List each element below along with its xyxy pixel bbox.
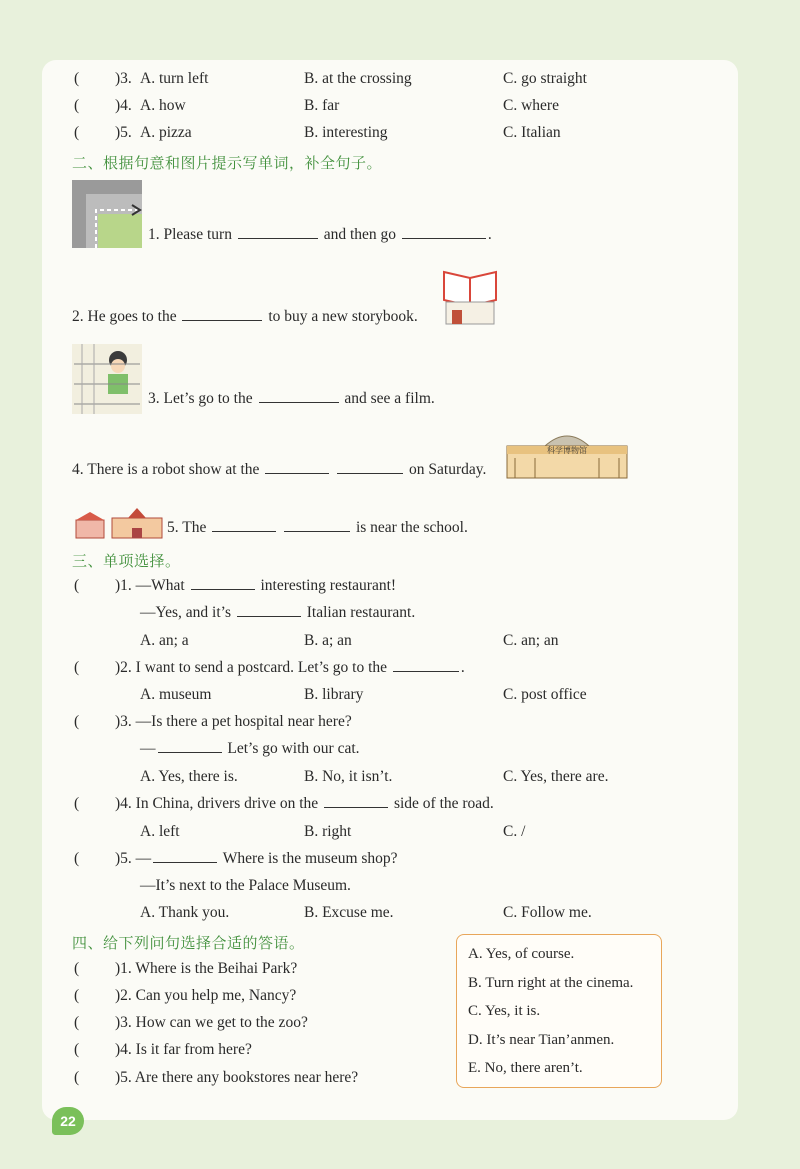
- option-b: B. a; an: [304, 632, 352, 649]
- answer-paren: (: [74, 659, 80, 676]
- answer-paren: (: [74, 97, 80, 114]
- s3-q5-text: )5. —: [115, 850, 152, 867]
- science-museum-illustration: [505, 430, 629, 480]
- option-a: A. an; a: [140, 632, 189, 649]
- s3-q1-text: —Yes, and it’s: [140, 604, 232, 621]
- answer-paren: (: [74, 1041, 80, 1058]
- option-a: A. Thank you.: [140, 904, 230, 921]
- q4-text-after: on Saturday.: [409, 461, 487, 478]
- option-b: B. No, it isn’t.: [304, 768, 393, 785]
- question-number: )4.: [115, 97, 132, 114]
- answer-blank[interactable]: [265, 472, 329, 474]
- turn-left-road-illustration: [72, 180, 142, 248]
- answer-paren: (: [74, 70, 80, 87]
- answer-option: D. It’s near Tian’anmen.: [468, 1032, 615, 1048]
- q5-text-after: is near the school.: [355, 519, 468, 536]
- s3-q3-text: Let’s go with our cat.: [227, 740, 360, 757]
- answer-paren: (: [74, 987, 80, 1004]
- question-number: )5.: [115, 124, 132, 141]
- s3-q1-line2: [140, 604, 415, 622]
- q2-text-after: to buy a new storybook.: [268, 308, 418, 325]
- section2-q4: [72, 461, 486, 479]
- s3-q5-line1: [115, 850, 398, 868]
- s4-question: )3. How can we get to the zoo?: [115, 1014, 308, 1031]
- s3-q1-line1: [115, 577, 396, 595]
- s4-question: )5. Are there any bookstores near here?: [115, 1069, 359, 1086]
- section2-q2: [72, 308, 418, 326]
- option-c: C. Italian: [503, 124, 561, 141]
- s4-question: )2. Can you help me, Nancy?: [115, 987, 297, 1004]
- answer-option: A. Yes, of course.: [468, 946, 575, 962]
- s3-q4-line1: [115, 795, 494, 813]
- s4-question: )4. Is it far from here?: [115, 1041, 252, 1058]
- option-a: A. left: [140, 823, 180, 840]
- s3-q5-line2: —It’s next to the Palace Museum.: [140, 877, 351, 894]
- answer-paren: (: [74, 1069, 80, 1086]
- s3-q1-text: interesting restaurant!: [260, 577, 397, 594]
- answer-blank[interactable]: [158, 751, 222, 753]
- answer-blank[interactable]: [284, 530, 350, 532]
- answer-blank[interactable]: [237, 615, 301, 617]
- s3-q1-text: Italian restaurant.: [306, 604, 416, 621]
- option-c: C. /: [503, 823, 526, 840]
- post-office-and-school-illustration: [74, 508, 164, 540]
- option-a: A. pizza: [140, 124, 192, 141]
- answer-blank[interactable]: [393, 670, 459, 672]
- bookstore-illustration: [440, 266, 500, 326]
- answer-blank[interactable]: [238, 237, 318, 239]
- q1-text-after: .: [487, 226, 492, 243]
- s3-q2-text: )2. I want to send a postcard. Let’s go to the: [115, 659, 388, 676]
- cinema-illustration: [72, 344, 142, 414]
- answer-paren: (: [74, 795, 80, 812]
- section2-q3: [148, 390, 435, 408]
- answer-paren: (: [74, 713, 80, 730]
- option-b: B. right: [304, 823, 352, 840]
- option-b: B. Excuse me.: [304, 904, 394, 921]
- option-b: B. at the crossing: [304, 70, 412, 87]
- q2-text-before: 2. He goes to the: [72, 308, 177, 325]
- question-number: )3.: [115, 70, 132, 87]
- s4-question: )1. Where is the Beihai Park?: [115, 960, 298, 977]
- q3-text-before: 3. Let’s go to the: [148, 390, 253, 407]
- option-c: C. Follow me.: [503, 904, 592, 921]
- answer-option: E. No, there aren’t.: [468, 1060, 583, 1076]
- section-4-title: 四、给下列问句选择合适的答语。: [72, 934, 305, 952]
- page-number-badge: 22: [52, 1107, 84, 1135]
- option-c: C. Yes, there are.: [503, 768, 609, 785]
- answer-paren: (: [74, 577, 80, 594]
- q4-text-before: 4. There is a robot show at the: [72, 461, 260, 478]
- option-a: A. turn left: [140, 70, 209, 87]
- answer-paren: (: [74, 850, 80, 867]
- s3-q4-text: )4. In China, drivers drive on the: [115, 795, 319, 812]
- q1-text-middle: and then go: [323, 226, 397, 243]
- s3-q2-line1: [115, 659, 465, 677]
- section-3-title: 三、单项选择。: [72, 552, 181, 570]
- s3-q3-text: —: [140, 740, 156, 757]
- option-c: C. go straight: [503, 70, 587, 87]
- answer-blank[interactable]: [153, 861, 217, 863]
- option-a: A. how: [140, 97, 186, 114]
- answer-paren: (: [74, 124, 80, 141]
- section2-q1: [148, 226, 492, 244]
- answer-paren: (: [74, 960, 80, 977]
- section-2-title: 二、根据句意和图片提示写单词，补全句子。: [72, 154, 383, 172]
- s3-q3-line1: )3. —Is there a pet hospital near here?: [115, 713, 352, 730]
- answer-blank[interactable]: [191, 588, 255, 590]
- answer-blank[interactable]: [182, 319, 262, 321]
- q1-text-before: 1. Please turn: [148, 226, 232, 243]
- s3-q3-line2: [140, 740, 360, 758]
- s3-q4-text: side of the road.: [393, 795, 494, 812]
- answer-blank[interactable]: [212, 530, 276, 532]
- option-b: B. library: [304, 686, 364, 703]
- answer-blank[interactable]: [337, 472, 403, 474]
- section2-q5: [167, 519, 468, 537]
- answer-paren: (: [74, 1014, 80, 1031]
- s3-q5-text: Where is the museum shop?: [222, 850, 398, 867]
- option-c: C. where: [503, 97, 559, 114]
- s3-q2-text: .: [460, 659, 465, 676]
- option-a: A. museum: [140, 686, 212, 703]
- answer-blank[interactable]: [259, 401, 339, 403]
- answer-option: C. Yes, it is.: [468, 1003, 541, 1019]
- option-b: B. far: [304, 97, 340, 114]
- answer-options-box: [456, 934, 662, 1088]
- option-b: B. interesting: [304, 124, 388, 141]
- option-c: C. post office: [503, 686, 587, 703]
- answer-option: B. Turn right at the cinema.: [468, 975, 634, 991]
- q3-text-after: and see a film.: [344, 390, 435, 407]
- option-c: C. an; an: [503, 632, 559, 649]
- answer-blank[interactable]: [324, 806, 388, 808]
- answer-blank[interactable]: [402, 237, 486, 239]
- q5-text-before: 5. The: [167, 519, 207, 536]
- option-a: A. Yes, there is.: [140, 768, 238, 785]
- s3-q1-text: )1. —What: [115, 577, 185, 594]
- museum-sign: 科学博物馆: [547, 446, 587, 455]
